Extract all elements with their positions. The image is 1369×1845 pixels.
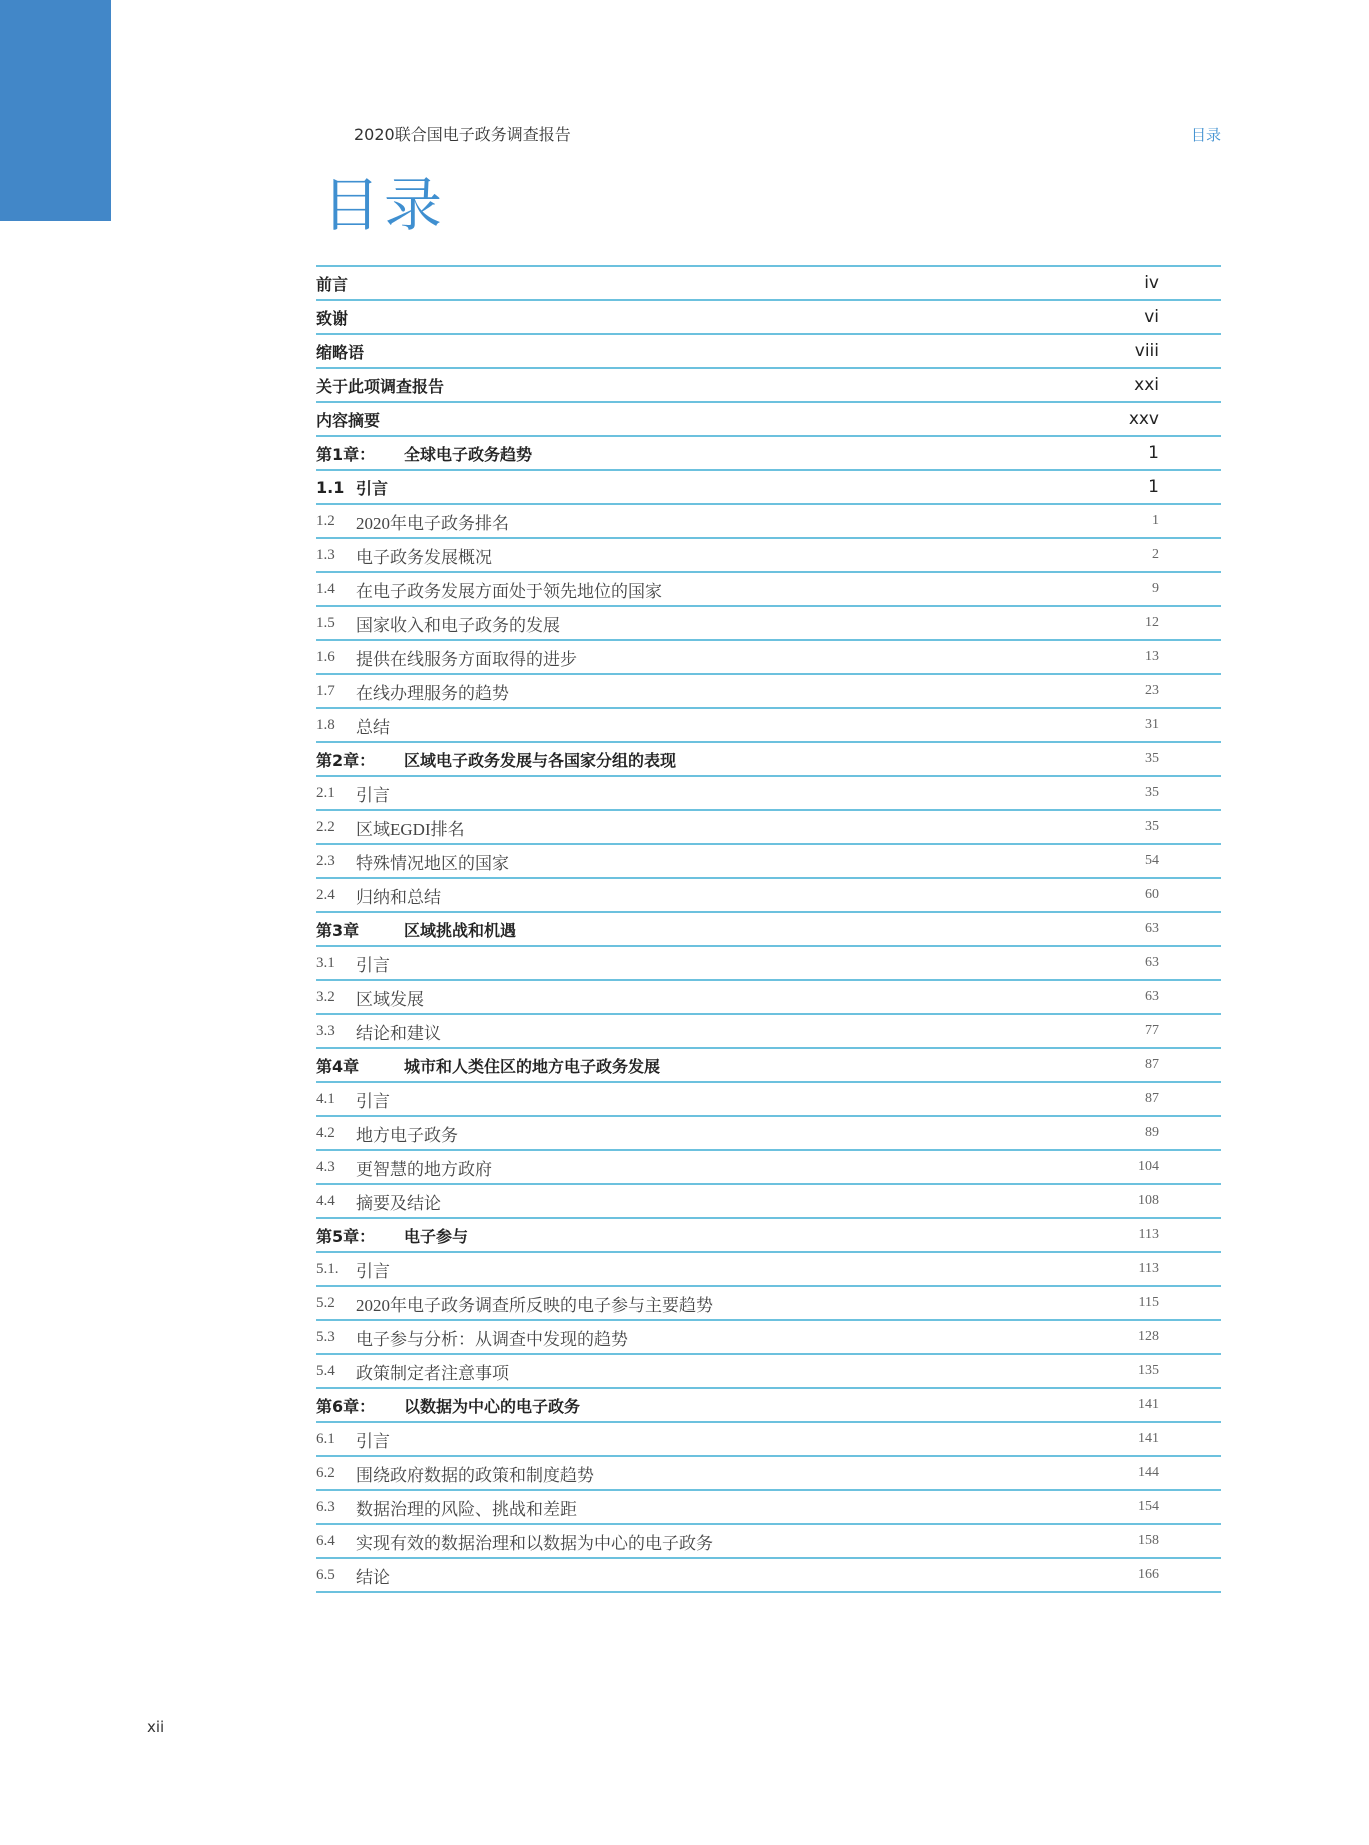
toc-entry-label: 关于此项调查报告 [316, 376, 445, 396]
toc-entry-row[interactable] [316, 709, 1221, 743]
toc-entry-row[interactable] [316, 403, 1221, 437]
toc-chapter-row[interactable] [316, 1219, 1221, 1253]
toc-entry-page: 54 [1145, 853, 1159, 868]
toc-entry-label: 结论和建议 [356, 1023, 441, 1043]
toc-entry-row[interactable] [316, 641, 1221, 675]
toc-entry-label: 内容摘要 [316, 410, 381, 430]
toc-entry-row[interactable] [316, 777, 1221, 811]
toc-entry-label: 电子参与 [404, 1226, 469, 1246]
toc-entry-label: 结论 [356, 1567, 390, 1587]
toc-entry-row[interactable] [316, 1185, 1221, 1219]
toc-entry-row[interactable] [316, 879, 1221, 913]
toc-entry-label: 归纳和总结 [356, 887, 441, 907]
toc-entry-number: 2.3 [316, 852, 335, 869]
toc-entry-row[interactable] [316, 845, 1221, 879]
toc-chapter-row[interactable] [316, 913, 1221, 947]
toc-entry-label: 全球电子政务趋势 [404, 444, 533, 464]
toc-entry-number: 5.1. [316, 1260, 339, 1277]
toc-entry-row[interactable] [316, 369, 1221, 403]
toc-entry-row[interactable] [316, 1355, 1221, 1389]
toc-entry-number: 第5章： [316, 1226, 376, 1246]
toc-entry-number: 2.2 [316, 818, 335, 835]
toc-entry-row[interactable] [316, 1423, 1221, 1457]
toc-entry-number: 第3章 [316, 920, 360, 940]
toc-entry-page: 1 [1148, 477, 1159, 497]
toc-entry-page: 113 [1138, 1261, 1159, 1276]
toc-entry-number: 第6章： [316, 1396, 376, 1416]
toc-entry-page: 60 [1145, 887, 1159, 902]
toc-entry-number: 2.1 [316, 784, 335, 801]
toc-entry-page: 87 [1145, 1091, 1159, 1106]
toc-entry-row[interactable] [316, 981, 1221, 1015]
toc-entry-number: 3.2 [316, 988, 335, 1005]
toc-entry-label: 实现有效的数据治理和以数据为中心的电子政务 [356, 1533, 713, 1553]
toc-entry-number: 1.4 [316, 580, 335, 597]
toc-entry-label: 地方电子政务 [356, 1125, 458, 1145]
toc-entry-label: 摘要及结论 [356, 1193, 441, 1213]
page-title: 目录 [322, 171, 447, 239]
toc-entry-label: 引言 [356, 1431, 390, 1451]
toc-entry-page: 104 [1138, 1159, 1159, 1174]
toc-entry-page: 35 [1145, 785, 1159, 800]
table-of-contents [316, 265, 1221, 1593]
toc-entry-label: 引言 [356, 955, 390, 975]
toc-entry-row[interactable] [316, 1457, 1221, 1491]
toc-entry-label: 更智慧的地方政府 [356, 1159, 492, 1179]
toc-entry-row[interactable] [316, 1117, 1221, 1151]
toc-entry-number: 5.3 [316, 1328, 335, 1345]
toc-entry-number: 1.7 [316, 682, 335, 699]
toc-entry-number: 第2章： [316, 750, 376, 770]
toc-entry-label: 城市和人类住区的地方电子政务发展 [404, 1056, 661, 1076]
toc-entry-page: 77 [1145, 1023, 1159, 1038]
toc-entry-label: 致谢 [316, 308, 349, 328]
toc-entry-label: 区域发展 [356, 989, 424, 1009]
toc-entry-row[interactable] [316, 1321, 1221, 1355]
toc-entry-row[interactable] [316, 1253, 1221, 1287]
toc-entry-label: 2020年电子政务排名 [356, 513, 509, 533]
toc-entry-page: xxi [1134, 375, 1159, 395]
toc-entry-row[interactable] [316, 1287, 1221, 1321]
toc-entry-number: 6.2 [316, 1464, 335, 1481]
toc-entry-row[interactable] [316, 607, 1221, 641]
toc-entry-page: 87 [1145, 1057, 1159, 1072]
toc-entry-row[interactable] [316, 573, 1221, 607]
toc-entry-row[interactable] [316, 267, 1221, 301]
toc-entry-page: 141 [1138, 1397, 1159, 1412]
toc-entry-page: 154 [1138, 1499, 1159, 1514]
toc-entry-label: 缩略语 [316, 342, 365, 362]
toc-entry-label: 以数据为中心的电子政务 [404, 1396, 581, 1416]
toc-entry-page: 13 [1145, 649, 1159, 664]
toc-entry-label: 引言 [356, 1091, 390, 1111]
toc-entry-label: 前言 [316, 274, 349, 294]
toc-entry-number: 6.3 [316, 1498, 335, 1515]
toc-entry-row[interactable] [316, 539, 1221, 573]
toc-entry-row[interactable] [316, 471, 1221, 505]
toc-entry-page: 108 [1138, 1193, 1159, 1208]
toc-entry-label: 区域挑战和机遇 [404, 920, 517, 940]
toc-entry-label: 在电子政务发展方面处于领先地位的国家 [356, 581, 662, 601]
toc-entry-number: 1.5 [316, 614, 335, 631]
toc-entry-row[interactable] [316, 1151, 1221, 1185]
toc-entry-page: 158 [1138, 1533, 1159, 1548]
toc-entry-page: 31 [1145, 717, 1159, 732]
toc-chapter-row[interactable] [316, 1049, 1221, 1083]
toc-entry-row[interactable] [316, 1083, 1221, 1117]
toc-entry-row[interactable] [316, 301, 1221, 335]
toc-entry-label: 2020年电子政务调查所反映的电子参与主要趋势 [356, 1295, 713, 1315]
toc-entry-number: 6.4 [316, 1532, 335, 1549]
toc-entry-label: 特殊情况地区的国家 [356, 853, 509, 873]
toc-entry-number: 5.2 [316, 1294, 335, 1311]
toc-entry-number: 1.8 [316, 716, 335, 733]
toc-entry-page: 9 [1152, 581, 1159, 596]
toc-entry-page: 63 [1145, 921, 1159, 936]
toc-entry-page: 113 [1138, 1227, 1159, 1242]
toc-entry-label: 电子政务发展概况 [356, 547, 492, 567]
toc-entry-page: 115 [1138, 1295, 1159, 1310]
toc-entry-number: 5.4 [316, 1362, 335, 1379]
toc-entry-label: 在线办理服务的趋势 [356, 683, 509, 703]
toc-entry-page: 135 [1138, 1363, 1159, 1378]
toc-entry-page: 63 [1145, 955, 1159, 970]
toc-entry-page: 1 [1152, 513, 1159, 528]
toc-entry-page: 128 [1138, 1329, 1159, 1344]
toc-entry-label: 围绕政府数据的政策和制度趋势 [356, 1465, 594, 1485]
toc-entry-label: 区域电子政务发展与各国家分组的表现 [404, 750, 677, 770]
toc-entry-row[interactable] [316, 811, 1221, 845]
toc-entry-label: 引言 [356, 478, 389, 498]
toc-entry-label: 电子参与分析：从调查中发现的趋势 [356, 1329, 628, 1349]
toc-entry-number: 1.6 [316, 648, 335, 665]
toc-entry-row[interactable] [316, 505, 1221, 539]
page-number: xii [147, 1718, 165, 1736]
toc-entry-page: xxv [1128, 409, 1159, 429]
toc-entry-number: 6.1 [316, 1430, 335, 1447]
toc-entry-label: 国家收入和电子政务的发展 [356, 615, 560, 635]
toc-entry-page: 63 [1145, 989, 1159, 1004]
toc-entry-page: 141 [1138, 1431, 1159, 1446]
toc-entry-page: vi [1144, 307, 1159, 327]
toc-entry-page: 35 [1145, 751, 1159, 766]
toc-entry-number: 1.1 [316, 477, 345, 497]
toc-entry-label: 数据治理的风险、挑战和差距 [356, 1499, 577, 1519]
toc-entry-number: 1.2 [316, 512, 335, 529]
toc-entry-page: 89 [1145, 1125, 1159, 1140]
toc-entry-page: 2 [1152, 547, 1159, 562]
toc-entry-page: 35 [1145, 819, 1159, 834]
toc-entry-page: 23 [1145, 683, 1159, 698]
running-header: 2020联合国电子政务调查报告 [354, 125, 571, 144]
toc-entry-row[interactable] [316, 1525, 1221, 1559]
toc-entry-page: 12 [1145, 615, 1159, 630]
toc-entry-page: viii [1134, 341, 1159, 361]
toc-entry-number: 第1章： [316, 444, 376, 464]
toc-entry-page: 1 [1148, 443, 1159, 463]
toc-entry-number: 4.3 [316, 1158, 335, 1175]
toc-entry-number: 4.2 [316, 1124, 335, 1141]
corner-color-tab [0, 0, 111, 221]
toc-entry-label: 引言 [356, 1261, 390, 1281]
toc-entry-number: 3.1 [316, 954, 335, 971]
toc-entry-row[interactable] [316, 947, 1221, 981]
toc-entry-row[interactable] [316, 675, 1221, 709]
toc-entry-number: 3.3 [316, 1022, 335, 1039]
toc-entry-row[interactable] [316, 335, 1221, 369]
toc-entry-page: 166 [1138, 1567, 1159, 1582]
toc-entry-number: 2.4 [316, 886, 335, 903]
toc-entry-label: 提供在线服务方面取得的进步 [356, 649, 577, 669]
toc-entry-label: 引言 [356, 785, 390, 805]
toc-entry-number: 1.3 [316, 546, 335, 563]
toc-entry-row[interactable] [316, 1491, 1221, 1525]
toc-entry-page: iv [1144, 273, 1159, 293]
toc-chapter-row[interactable] [316, 437, 1221, 471]
toc-entry-label: 区域EGDI排名 [356, 819, 465, 839]
toc-entry-number: 6.5 [316, 1566, 335, 1583]
toc-entry-label: 政策制定者注意事项 [356, 1363, 509, 1383]
toc-entry-number: 第4章 [316, 1056, 360, 1076]
toc-chapter-row[interactable] [316, 743, 1221, 777]
section-tag: 目录 [1190, 126, 1221, 144]
toc-entry-number: 4.4 [316, 1192, 335, 1209]
toc-entry-label: 总结 [356, 717, 390, 737]
toc-entry-row[interactable] [316, 1015, 1221, 1049]
toc-entry-page: 144 [1138, 1465, 1159, 1480]
toc-chapter-row[interactable] [316, 1389, 1221, 1423]
toc-entry-row[interactable] [316, 1559, 1221, 1593]
toc-entry-number: 4.1 [316, 1090, 335, 1107]
